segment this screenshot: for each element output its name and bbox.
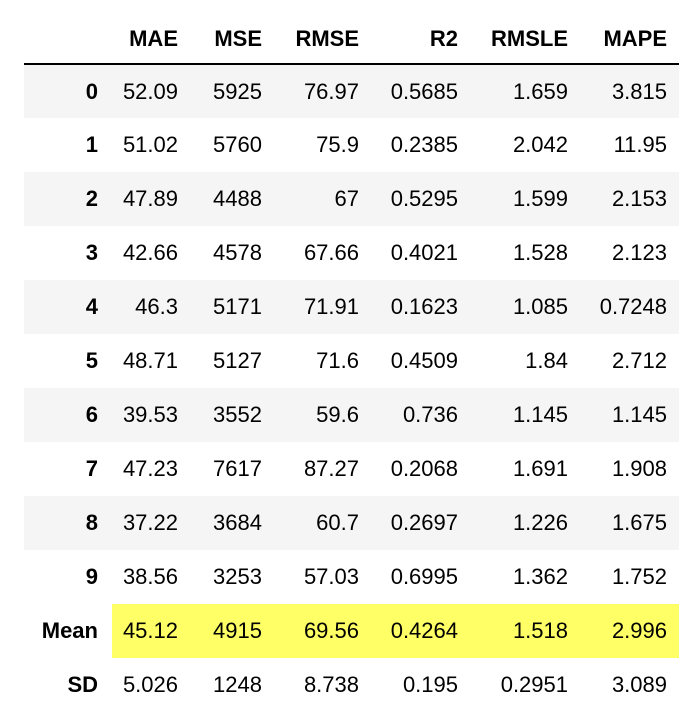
cell-r2: 0.6995 bbox=[390, 564, 458, 589]
cell-mse: 4915 bbox=[190, 604, 274, 658]
header-mae: MAE bbox=[112, 14, 190, 64]
row-index: 3 bbox=[85, 240, 98, 265]
cell-r2: 0.5685 bbox=[390, 78, 458, 104]
cell-rmsle: 1.226 bbox=[512, 510, 568, 535]
row-index: 9 bbox=[85, 564, 98, 589]
header-index bbox=[24, 14, 112, 64]
header-mape: MAPE bbox=[580, 14, 679, 64]
cell-mape: 2.996 bbox=[580, 604, 679, 658]
cell-rmse: 57.03 bbox=[303, 564, 359, 589]
cell-rmse: 67.66 bbox=[303, 240, 359, 265]
cell-rmsle: 1.691 bbox=[512, 456, 568, 481]
cell-mape: 1.145 bbox=[611, 402, 667, 427]
cell-r2: 0.4264 bbox=[371, 604, 470, 658]
header-row bbox=[24, 14, 679, 64]
cell-rmse: 71.91 bbox=[303, 294, 359, 319]
cell-rmsle: 1.145 bbox=[512, 402, 568, 427]
cell-mape: 3.089 bbox=[611, 672, 667, 697]
cell-mape: 1.675 bbox=[611, 510, 667, 535]
cell-rmse: 69.56 bbox=[274, 604, 371, 658]
cell-mape: 3.815 bbox=[611, 78, 667, 104]
cell-r2: 0.4021 bbox=[390, 240, 458, 265]
table-row bbox=[24, 334, 679, 388]
row-index: 1 bbox=[85, 132, 98, 157]
cell-r2: 0.1623 bbox=[390, 294, 458, 319]
results-table bbox=[24, 14, 679, 712]
cell-rmsle: 2.042 bbox=[512, 132, 568, 157]
cell-rmsle: 1.518 bbox=[470, 604, 580, 658]
cell-mse: 3253 bbox=[213, 564, 262, 589]
row-index: 6 bbox=[85, 402, 98, 427]
cell-rmse: 8.738 bbox=[303, 672, 359, 697]
table-header bbox=[24, 14, 679, 64]
cell-mape: 2.153 bbox=[611, 186, 667, 211]
cell-r2: 0.5295 bbox=[390, 186, 458, 211]
cell-mae: 46.3 bbox=[135, 294, 178, 319]
cell-mae: 45.12 bbox=[112, 604, 190, 658]
table-row bbox=[24, 172, 679, 226]
cell-mape: 11.95 bbox=[613, 132, 667, 157]
cell-mse: 4488 bbox=[213, 186, 262, 211]
cell-rmsle: 1.84 bbox=[525, 348, 568, 373]
cell-mae: 5.026 bbox=[122, 672, 178, 697]
cell-mae: 52.09 bbox=[122, 78, 178, 104]
cell-mape: 1.908 bbox=[611, 456, 667, 481]
table-row bbox=[24, 388, 679, 442]
cell-rmse: 71.6 bbox=[316, 348, 359, 373]
cell-r2: 0.195 bbox=[402, 672, 458, 697]
row-index: Mean bbox=[41, 618, 98, 643]
results-table-container bbox=[24, 14, 679, 712]
table-row bbox=[24, 442, 679, 496]
cell-rmsle: 1.599 bbox=[512, 186, 568, 211]
table-row bbox=[24, 550, 679, 604]
table-row bbox=[24, 226, 679, 280]
cell-rmse: 87.27 bbox=[303, 456, 359, 481]
cell-rmsle: 1.085 bbox=[512, 294, 568, 319]
row-index: SD bbox=[67, 672, 98, 697]
cell-rmse: 67 bbox=[334, 186, 359, 211]
cell-mape: 0.7248 bbox=[599, 294, 667, 319]
row-index: 0 bbox=[85, 78, 98, 104]
header-r2: R2 bbox=[371, 14, 470, 64]
header-rmse: RMSE bbox=[274, 14, 371, 64]
row-index: 2 bbox=[85, 186, 98, 211]
cell-mse: 3552 bbox=[213, 402, 262, 427]
table-row bbox=[24, 118, 679, 172]
cell-mape: 1.752 bbox=[611, 564, 667, 589]
cell-mse: 4578 bbox=[213, 240, 262, 265]
header-rmsle: RMSLE bbox=[470, 14, 580, 64]
row-index: 8 bbox=[85, 510, 98, 535]
cell-mse: 5127 bbox=[213, 348, 262, 373]
cell-mae: 39.53 bbox=[122, 402, 178, 427]
cell-mae: 38.56 bbox=[122, 564, 178, 589]
cell-rmsle: 1.528 bbox=[512, 240, 568, 265]
table-row-sd bbox=[24, 658, 679, 712]
cell-mae: 42.66 bbox=[122, 240, 178, 265]
row-index: 4 bbox=[85, 294, 98, 319]
table-body bbox=[24, 64, 679, 712]
cell-mae: 48.71 bbox=[122, 348, 178, 373]
cell-mse: 5925 bbox=[213, 78, 262, 104]
cell-mse: 5760 bbox=[213, 132, 262, 157]
cell-r2: 0.2068 bbox=[390, 456, 458, 481]
header-mse: MSE bbox=[190, 14, 274, 64]
cell-mape: 2.123 bbox=[611, 240, 667, 265]
row-index: 5 bbox=[85, 348, 98, 373]
row-index: 7 bbox=[85, 456, 98, 481]
cell-mse: 3684 bbox=[213, 510, 262, 535]
cell-mse: 5171 bbox=[213, 294, 262, 319]
table-row bbox=[24, 64, 679, 118]
cell-rmse: 60.7 bbox=[316, 510, 359, 535]
cell-rmsle: 0.2951 bbox=[500, 672, 568, 697]
cell-rmsle: 1.362 bbox=[512, 564, 568, 589]
cell-rmse: 76.97 bbox=[303, 78, 359, 104]
cell-r2: 0.4509 bbox=[390, 348, 458, 373]
cell-mae: 37.22 bbox=[122, 510, 178, 535]
table-row bbox=[24, 496, 679, 550]
cell-mae: 47.23 bbox=[122, 456, 178, 481]
cell-r2: 0.736 bbox=[402, 402, 458, 427]
cell-r2: 0.2697 bbox=[390, 510, 458, 535]
cell-mse: 7617 bbox=[213, 456, 262, 481]
table-row-mean bbox=[24, 604, 679, 658]
cell-mse: 1248 bbox=[213, 672, 262, 697]
table-row bbox=[24, 280, 679, 334]
cell-mape: 2.712 bbox=[611, 348, 667, 373]
cell-mae: 51.02 bbox=[122, 132, 178, 157]
cell-rmse: 75.9 bbox=[316, 132, 359, 157]
cell-mae: 47.89 bbox=[122, 186, 178, 211]
cell-r2: 0.2385 bbox=[390, 132, 458, 157]
cell-rmsle: 1.659 bbox=[512, 78, 568, 104]
cell-rmse: 59.6 bbox=[316, 402, 359, 427]
